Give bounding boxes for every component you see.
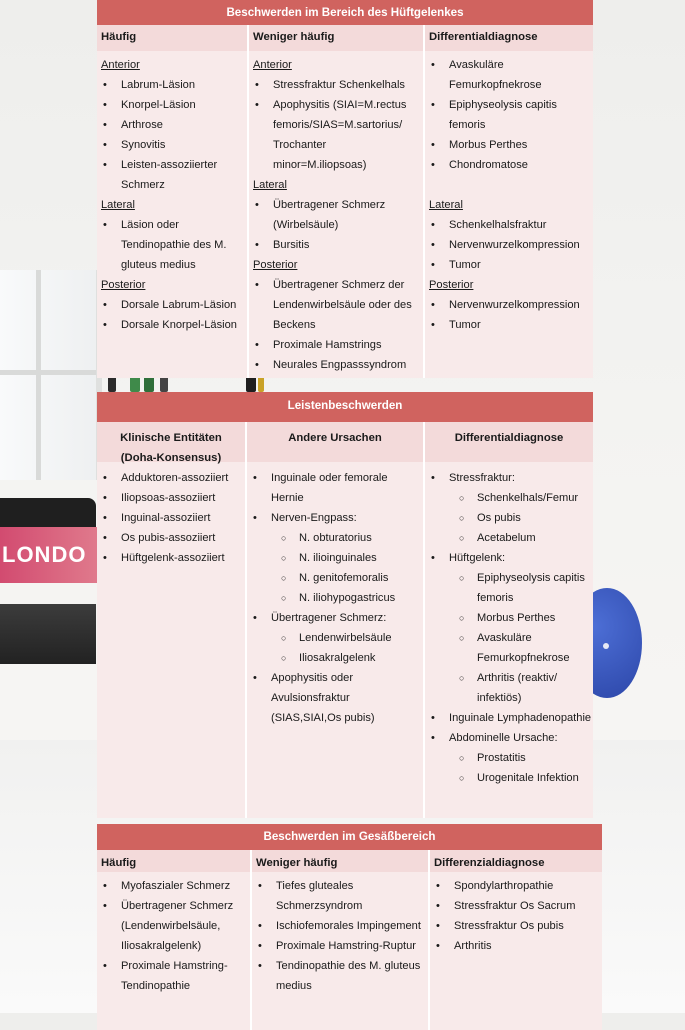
section-label <box>253 55 419 75</box>
list-item <box>256 916 424 936</box>
list-item-text: Os pubis-assoziiert <box>121 532 216 544</box>
bullet-icon: • <box>255 279 259 291</box>
list-item-text: Adduktoren-assoziiert <box>121 472 229 484</box>
column-cell <box>245 462 423 818</box>
list-item-text: Abdominelle Ursache: <box>449 732 558 744</box>
section-label <box>429 275 589 295</box>
bullet-icon: • <box>436 880 440 892</box>
list-item-text: Neurales Engpasssyndrom <box>273 359 407 371</box>
list-item-text: Hüftgelenk: <box>449 552 506 564</box>
list-item-text: Tiefes gluteales <box>276 880 354 892</box>
list-item <box>429 768 589 788</box>
sub-bullet-icon: ○ <box>281 553 287 563</box>
list-item-text: Lendenwirbelsäule oder des <box>273 299 412 311</box>
list-item <box>251 548 419 568</box>
section-label <box>253 175 419 195</box>
column-header-line: Differentialdiagnose <box>454 432 564 444</box>
list-item <box>251 668 419 688</box>
list-item-text: Tendinopathie des M. <box>121 239 227 251</box>
list-item-text: N. iliohypogastricus <box>299 592 396 604</box>
list-item-text: Anterior <box>253 59 292 71</box>
list-item-text: Arthritis (reaktiv/ <box>477 672 558 684</box>
list-item-text: Übertragener Schmerz: <box>271 612 387 624</box>
list-item-text: Urogenitale Infektion <box>477 772 579 784</box>
list-item-text: gluteus medius <box>121 259 196 271</box>
list-item <box>101 95 243 115</box>
bullet-icon: • <box>255 339 259 351</box>
sub-bullet-icon: ○ <box>459 613 465 623</box>
list-item <box>429 628 589 648</box>
column-cell <box>250 872 428 1030</box>
list-item <box>429 708 592 728</box>
list-item-text: Avulsionsfraktur <box>271 692 350 704</box>
list-item-text: Arthritis <box>454 940 492 952</box>
list-item <box>101 528 241 548</box>
bullet-icon: • <box>103 532 107 544</box>
list-item-text: Trochanter <box>273 139 327 151</box>
bullet-icon: • <box>431 319 435 331</box>
list-item-text: Arthrose <box>121 119 163 131</box>
list-item <box>101 936 246 956</box>
list-item <box>101 115 243 135</box>
list-item-text: Beckens <box>273 319 316 331</box>
bullet-icon: • <box>103 472 107 484</box>
list-item <box>253 335 419 355</box>
bullet-icon: • <box>431 552 435 564</box>
list-item <box>429 648 589 668</box>
sub-bullet-icon: ○ <box>459 493 465 503</box>
bullet-icon: • <box>103 99 107 111</box>
list-item-text: Lateral <box>253 179 287 191</box>
list-item-text: Dorsale Labrum-Läsion <box>121 299 237 311</box>
list-item <box>101 976 246 996</box>
list-item <box>429 488 589 508</box>
bullet-icon: • <box>431 159 435 171</box>
list-item <box>429 255 589 275</box>
list-item-text: Chondromatose <box>449 159 528 171</box>
list-item-text: Avaskuläre <box>449 59 504 71</box>
table-header-row <box>97 850 602 872</box>
list-item-text: Schenkelhalsfraktur <box>449 219 547 231</box>
list-item <box>429 608 589 628</box>
table-groin-complaints <box>97 392 593 818</box>
list-item-text: Übertragener Schmerz <box>121 900 234 912</box>
bullet-icon: • <box>103 119 107 131</box>
sub-bullet-icon: ○ <box>459 573 465 583</box>
bullet-icon: • <box>103 219 107 231</box>
column-header: Häufig <box>97 850 250 872</box>
list-item <box>429 548 589 568</box>
column-cell <box>428 872 602 1030</box>
list-item <box>429 748 589 768</box>
bullet-icon: • <box>253 472 257 484</box>
list-item <box>251 568 419 588</box>
section-label <box>101 55 243 75</box>
list-item <box>253 195 419 215</box>
list-item-text: Apophysitis (SIAI=M.rectus <box>273 99 407 111</box>
list-item-text: Schmerzsyndrom <box>276 900 363 912</box>
list-item <box>101 315 243 335</box>
list-item-text: Epiphyseolysis capitis <box>449 99 557 111</box>
list-item-text: Schmerz <box>121 179 165 191</box>
list-item <box>101 75 243 95</box>
list-item <box>253 135 419 155</box>
list-item-text: N. obturatorius <box>299 532 372 544</box>
list-item <box>434 876 598 896</box>
bullet-icon: • <box>431 219 435 231</box>
list-item <box>429 295 589 315</box>
list-item-text: femoris/SIAS=M.sartorius/ <box>273 119 403 131</box>
list-item-text: Leisten-assoziierter <box>121 159 218 171</box>
list-item-text: Posterior <box>429 279 474 291</box>
list-item-text: Stressfraktur Os pubis <box>454 920 564 932</box>
list-item-text: Tendinopathie <box>121 980 191 992</box>
bullet-icon: • <box>431 299 435 311</box>
list-item <box>256 976 424 996</box>
list-item <box>251 488 419 508</box>
bullet-icon: • <box>431 732 435 744</box>
list-item <box>101 916 246 936</box>
list-item <box>256 936 424 956</box>
list-item <box>101 235 243 255</box>
list-item-text: Iliosakralgelenk <box>299 652 376 664</box>
exercise-ball-valve <box>603 643 609 649</box>
list-item-text: N. genitofemoralis <box>299 572 389 584</box>
column-header: Differenzialdiagnose <box>428 850 602 872</box>
table-header-row <box>97 422 593 462</box>
list-item-text: Tumor <box>449 319 481 331</box>
list-item <box>101 255 243 275</box>
table-buttock-complaints <box>97 824 602 1030</box>
list-item <box>101 896 246 916</box>
column-header-line: Klinische Entitäten <box>120 432 222 444</box>
background-window <box>0 270 102 480</box>
bullet-icon: • <box>103 900 107 912</box>
sub-bullet-icon: ○ <box>459 673 465 683</box>
list-item <box>429 55 589 75</box>
column-header: Differentialdiagnose <box>423 25 593 51</box>
list-item <box>101 876 246 896</box>
bullet-icon: • <box>255 359 259 371</box>
section-label <box>429 195 589 215</box>
list-item <box>101 155 243 175</box>
list-item-text: Proximale Hamstrings <box>273 339 382 351</box>
list-item-text: Morbus Perthes <box>449 139 528 151</box>
bullet-icon: • <box>436 920 440 932</box>
background-banner: LONDO <box>0 527 98 583</box>
column-cell <box>97 872 250 1030</box>
bullet-icon: • <box>258 960 262 972</box>
list-item-text: Hernie <box>271 492 304 504</box>
list-item-text: (Wirbelsäule) <box>273 219 339 231</box>
list-item <box>429 528 589 548</box>
list-item <box>429 508 589 528</box>
list-item-text: Tendinopathie des M. gluteus <box>276 960 421 972</box>
list-item-text: Knorpel-Läsion <box>121 99 196 111</box>
table-header-row <box>97 25 593 51</box>
bullet-icon: • <box>431 712 435 724</box>
list-item <box>429 75 589 95</box>
list-item-text: Bursitis <box>273 239 310 251</box>
list-item-text: Synovitis <box>121 139 166 151</box>
list-item <box>253 75 419 95</box>
list-item-text: Tumor <box>449 259 481 271</box>
list-item <box>251 588 419 608</box>
list-item-text: Epiphyseolysis capitis <box>477 572 585 584</box>
list-item <box>251 528 419 548</box>
list-item <box>101 215 243 235</box>
list-item-text: Nervenwurzelkompression <box>449 239 580 251</box>
sub-bullet-icon: ○ <box>281 633 287 643</box>
list-item-text: Nerven-Engpass: <box>271 512 357 524</box>
list-item <box>434 916 598 936</box>
list-item-text: Inguinale oder femorale <box>271 472 388 484</box>
list-item <box>251 648 419 668</box>
bullet-icon: • <box>431 239 435 251</box>
list-item <box>101 295 243 315</box>
list-item-text: Proximale Hamstring- <box>121 960 228 972</box>
bullet-icon: • <box>255 79 259 91</box>
column-header-line: (Doha-Konsensus) <box>120 452 222 464</box>
list-item <box>429 215 589 235</box>
sub-bullet-icon: ○ <box>281 593 287 603</box>
list-item-text: Labrum-Läsion <box>121 79 195 91</box>
list-item <box>251 508 419 528</box>
list-item <box>429 155 589 175</box>
list-item-text: Morbus Perthes <box>477 612 556 624</box>
list-item <box>101 488 241 508</box>
column-header-line: Andere Ursachen <box>288 432 382 444</box>
list-item-text: infektiös) <box>477 692 522 704</box>
list-item <box>251 608 419 628</box>
list-item-text: Ischiofemorales Impingement <box>276 920 421 932</box>
bullet-icon: • <box>253 512 257 524</box>
sub-bullet-icon: ○ <box>459 633 465 643</box>
bullet-icon: • <box>103 79 107 91</box>
list-item <box>429 688 589 708</box>
list-item <box>101 468 241 488</box>
list-item <box>429 135 589 155</box>
column-header: Häufig <box>97 25 247 51</box>
bullet-icon: • <box>253 672 257 684</box>
list-item <box>429 468 589 488</box>
list-item-text: femoris <box>477 592 514 604</box>
list-item <box>101 508 241 528</box>
list-item-text: Avaskuläre <box>477 632 532 644</box>
bullet-icon: • <box>431 59 435 71</box>
bullet-icon: • <box>103 139 107 151</box>
list-item <box>253 355 419 375</box>
background-mat <box>0 604 96 664</box>
list-item <box>429 588 589 608</box>
bullet-icon: • <box>103 159 107 171</box>
column-cell <box>423 51 593 378</box>
list-item <box>256 876 424 896</box>
list-item-text: Femurkopfnekrose <box>477 652 570 664</box>
list-item-text: Posterior <box>101 279 146 291</box>
bullet-icon: • <box>431 259 435 271</box>
bullet-icon: • <box>258 940 262 952</box>
list-item <box>251 468 419 488</box>
bullet-icon: • <box>258 920 262 932</box>
list-item <box>101 956 246 976</box>
column-header <box>245 422 423 462</box>
column-header: Weniger häufig <box>250 850 428 872</box>
sub-bullet-icon: ○ <box>281 573 287 583</box>
column-header: Weniger häufig <box>247 25 423 51</box>
list-item-text: Apophysitis oder <box>271 672 354 684</box>
table-body-row <box>97 51 593 378</box>
list-item <box>256 956 424 976</box>
list-item-text: Läsion oder <box>121 219 179 231</box>
list-item <box>429 315 589 335</box>
list-item-text: Stressfraktur: <box>449 472 515 484</box>
bullet-icon: • <box>103 492 107 504</box>
list-item-text: Lateral <box>101 199 135 211</box>
list-item-text: Inguinale Lymphadenopathie <box>449 712 592 724</box>
bullet-icon: • <box>103 960 107 972</box>
column-cell <box>247 51 423 378</box>
list-item-text: Femurkopfnekrose <box>449 79 542 91</box>
list-item <box>253 115 419 135</box>
list-item <box>434 936 598 956</box>
table-hip-complaints <box>97 0 593 378</box>
list-item-text: Os pubis <box>477 512 521 524</box>
bullet-icon: • <box>253 612 257 624</box>
list-item <box>253 215 419 235</box>
list-item <box>253 95 419 115</box>
list-item <box>253 155 419 175</box>
table-title: Beschwerden im Gesäßbereich <box>97 824 602 850</box>
column-cell <box>97 51 247 378</box>
bullet-icon: • <box>431 99 435 111</box>
table-title: Leistenbeschwerden <box>97 392 593 422</box>
table-body-row <box>97 872 602 1030</box>
list-item-text: Lateral <box>429 199 463 211</box>
spacer <box>429 175 589 195</box>
list-item <box>251 708 419 728</box>
list-item-text: Lendenwirbelsäule <box>299 632 392 644</box>
list-item-text: Posterior <box>253 259 298 271</box>
column-header <box>423 422 593 462</box>
list-item-text: Dorsale Knorpel-Läsion <box>121 319 237 331</box>
bullet-icon: • <box>431 472 435 484</box>
list-item-text: Inguinal-assoziiert <box>121 512 211 524</box>
bullet-icon: • <box>255 99 259 111</box>
list-item <box>251 688 419 708</box>
list-item-text: (Lendenwirbelsäule, <box>121 920 221 932</box>
list-item-text: Iliopsoas-assoziiert <box>121 492 216 504</box>
list-item-text: medius <box>276 980 312 992</box>
list-item-text: Schenkelhals/Femur <box>477 492 579 504</box>
list-item <box>434 896 598 916</box>
list-item-text: Prostatitis <box>477 752 526 764</box>
list-item-text: Anterior <box>101 59 140 71</box>
list-item-text: Stressfraktur Schenkelhals <box>273 79 405 91</box>
list-item-text: (SIAS,SIAI,Os pubis) <box>271 712 375 724</box>
table-title: Beschwerden im Bereich des Hüftgelenkes <box>97 0 593 25</box>
bullet-icon: • <box>436 940 440 952</box>
bullet-icon: • <box>258 880 262 892</box>
list-item-text: minor=M.iliopsoas) <box>273 159 367 171</box>
bullet-icon: • <box>103 319 107 331</box>
list-item <box>429 728 589 748</box>
list-item-text: Iliosakralgelenk) <box>121 940 202 952</box>
list-item-text: Übertragener Schmerz der <box>273 279 405 291</box>
list-item-text: Nervenwurzelkompression <box>449 299 580 311</box>
section-label <box>253 255 419 275</box>
list-item <box>253 295 419 315</box>
sub-bullet-icon: ○ <box>459 533 465 543</box>
list-item <box>253 275 419 295</box>
list-item-text: Hüftgelenk-assoziiert <box>121 552 225 564</box>
sub-bullet-icon: ○ <box>459 773 465 783</box>
bullet-icon: • <box>255 239 259 251</box>
list-item <box>256 896 424 916</box>
list-item-text: Spondylarthropathie <box>454 880 554 892</box>
section-label <box>101 275 243 295</box>
bullet-icon: • <box>255 199 259 211</box>
sub-bullet-icon: ○ <box>281 653 287 663</box>
sub-bullet-icon: ○ <box>281 533 287 543</box>
list-item <box>101 548 241 568</box>
bullet-icon: • <box>436 900 440 912</box>
list-item-text: Acetabelum <box>477 532 536 544</box>
list-item <box>429 668 589 688</box>
column-header <box>97 422 245 462</box>
sub-bullet-icon: ○ <box>459 513 465 523</box>
list-item <box>429 568 589 588</box>
list-item-text: N. ilioinguinales <box>299 552 377 564</box>
list-item <box>429 115 589 135</box>
list-item <box>101 135 243 155</box>
list-item <box>429 235 589 255</box>
list-item-text: Übertragener Schmerz <box>273 199 386 211</box>
bullet-icon: • <box>103 512 107 524</box>
list-item-text: Proximale Hamstring-Ruptur <box>276 940 416 952</box>
bullet-icon: • <box>103 299 107 311</box>
column-cell <box>423 462 593 818</box>
list-item-text: Stressfraktur Os Sacrum <box>454 900 576 912</box>
bullet-icon: • <box>103 880 107 892</box>
list-item <box>253 315 419 335</box>
sub-bullet-icon: ○ <box>459 753 465 763</box>
list-item-text: Myofaszialer Schmerz <box>121 880 231 892</box>
list-item <box>253 235 419 255</box>
list-item <box>101 175 243 195</box>
bullet-icon: • <box>431 139 435 151</box>
table-body-row <box>97 462 593 818</box>
column-cell <box>97 462 245 818</box>
list-item-text: femoris <box>449 119 486 131</box>
list-item <box>429 95 589 115</box>
list-item <box>251 628 419 648</box>
section-label <box>101 195 243 215</box>
bullet-icon: • <box>103 552 107 564</box>
